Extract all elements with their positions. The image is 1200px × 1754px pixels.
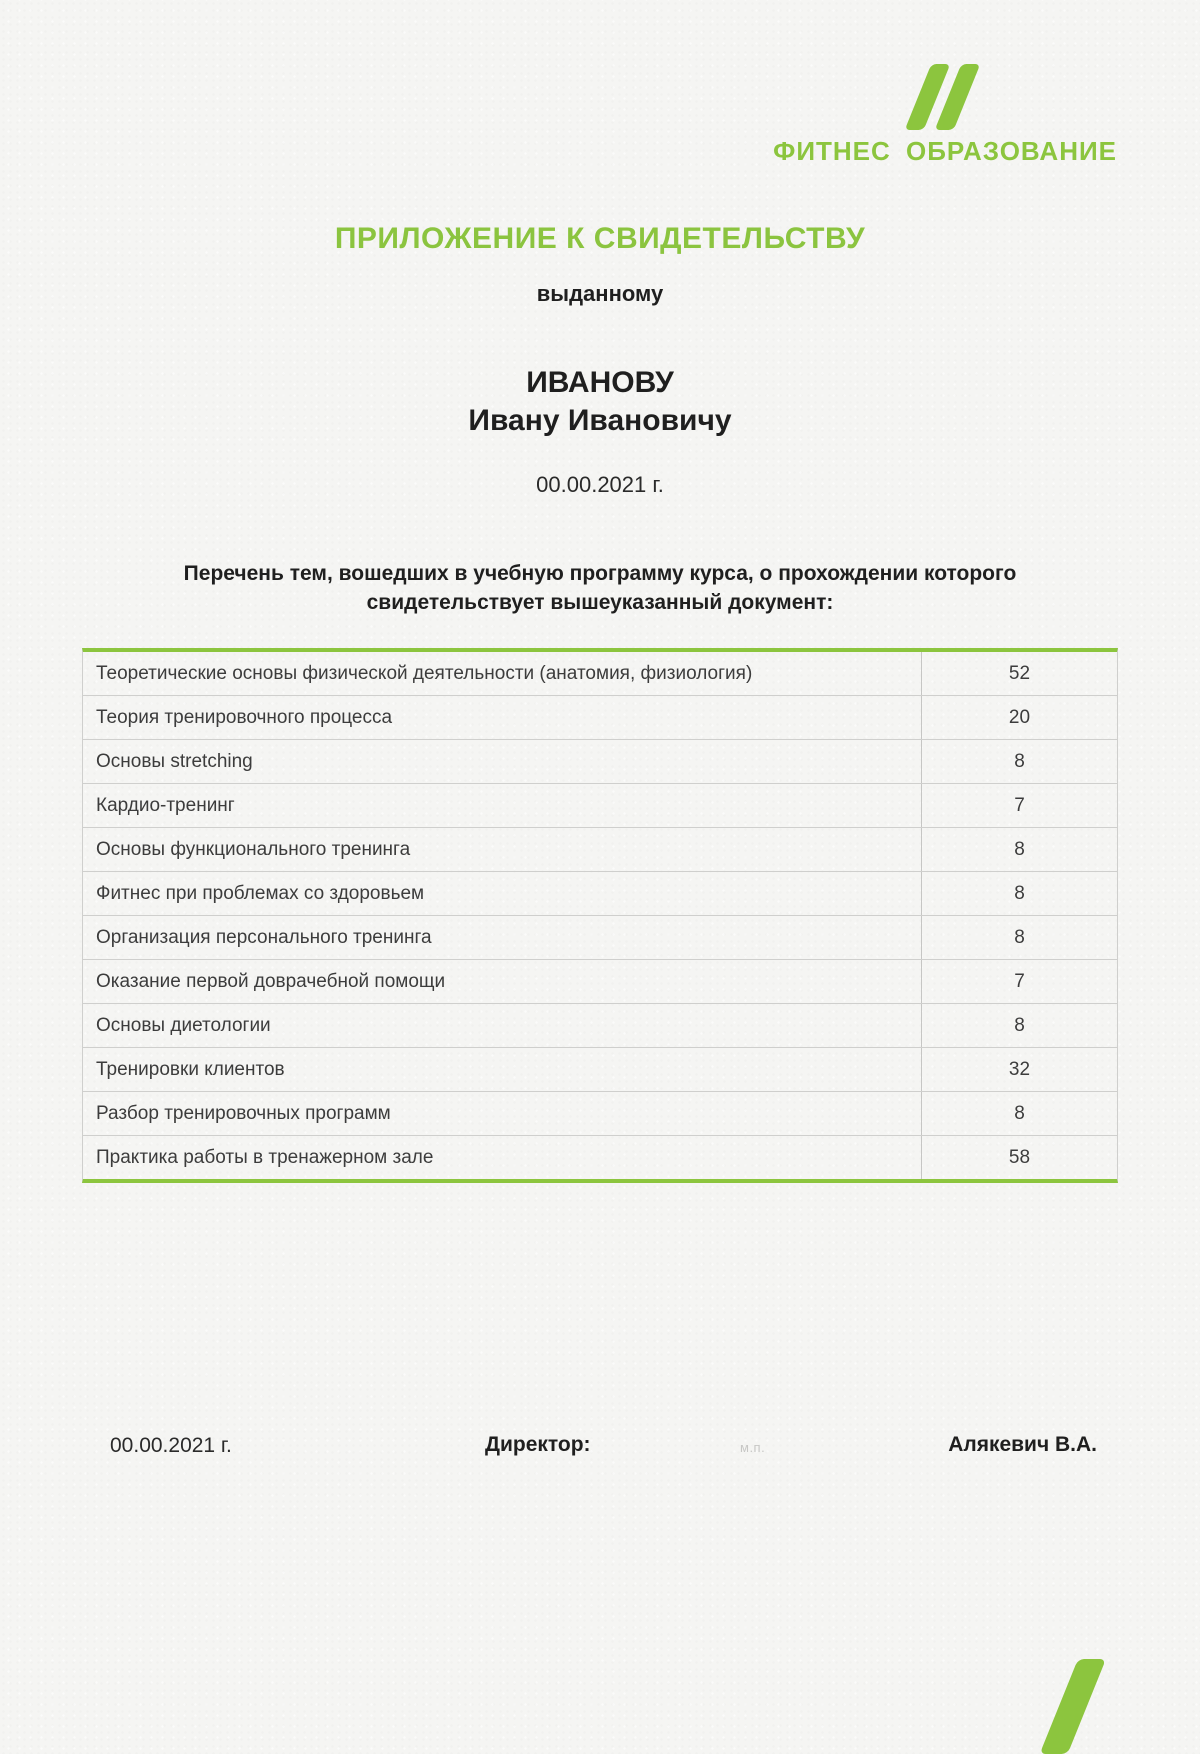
table-row	[83, 740, 1117, 784]
hours-cell: 58	[921, 1136, 1117, 1179]
brand-name: ФИТНЕС ОБРАЗОВАНИЕ	[773, 136, 1117, 166]
hours-cell: 8	[921, 1004, 1117, 1047]
table-row	[83, 872, 1117, 916]
topic-cell: Основы диетологии	[96, 1014, 271, 1036]
table-row	[83, 1136, 1117, 1179]
table-row	[83, 1004, 1117, 1048]
table-row	[83, 1048, 1117, 1092]
table-row	[83, 696, 1117, 740]
recipient-surname: ИВАНОВУ	[526, 366, 674, 399]
topic-cell: Теоретические основы физической деятельности (анатомия, физиология)	[96, 662, 753, 684]
intro-paragraph	[0, 559, 1200, 617]
topic-cell: Фитнес при проблемах со здоровьем	[96, 882, 425, 904]
hours-cell: 8	[921, 872, 1117, 915]
issue-date: 00.00.2021 г.	[536, 472, 664, 497]
table-row	[83, 784, 1117, 828]
hours-cell: 52	[921, 652, 1117, 695]
hours-cell: 7	[921, 960, 1117, 1003]
corner-logo-slash-icon	[1040, 1659, 1106, 1754]
topic-cell: Основы функционального тренинга	[96, 838, 411, 860]
topic-cell: Теория тренировочного процесса	[96, 706, 393, 728]
hours-cell: 8	[921, 828, 1117, 871]
topic-cell: Оказание первой доврачебной помощи	[96, 970, 446, 992]
director-name: Алякевич В.А.	[948, 1433, 1097, 1456]
page-title: ПРИЛОЖЕНИЕ К СВИДЕТЕЛЬСТВУ	[334, 222, 866, 255]
topic-cell: Организация персонального тренинга	[96, 926, 432, 948]
intro-line-1: Перечень тем, вошедших в учебную программу курса, о прохождении которого	[183, 562, 1017, 585]
table-row	[83, 828, 1117, 872]
recipient-given-names: Ивану Ивановичу	[468, 404, 732, 437]
hours-cell: 20	[921, 696, 1117, 739]
table-row	[83, 1092, 1117, 1136]
topic-cell: Тренировки клиентов	[96, 1058, 285, 1080]
hours-cell: 8	[921, 916, 1117, 959]
table-row	[83, 652, 1117, 696]
table-row	[83, 960, 1117, 1004]
brand-logo-icon	[918, 64, 998, 130]
topics-table-body	[82, 648, 1118, 1183]
topic-cell: Разбор тренировочных программ	[96, 1102, 391, 1124]
topic-cell: Кардио-тренинг	[96, 794, 235, 816]
intro-line-2: свидетельствует вышеуказанный документ:	[366, 591, 834, 614]
topic-cell: Практика работы в тренажерном зале	[96, 1146, 434, 1168]
hours-cell: 8	[921, 740, 1117, 783]
director-label: Директор:	[485, 1433, 591, 1456]
footer-date: 00.00.2021 г.	[110, 1434, 232, 1457]
hours-cell: 7	[921, 784, 1117, 827]
stamp-placeholder-label: м.п.	[740, 1440, 766, 1455]
hours-cell: 8	[921, 1092, 1117, 1135]
hours-cell: 32	[921, 1048, 1117, 1091]
recipient-name	[0, 364, 1200, 440]
topic-cell: Основы stretching	[96, 750, 253, 772]
table-row	[83, 916, 1117, 960]
issued-to-label: выданному	[536, 281, 664, 306]
